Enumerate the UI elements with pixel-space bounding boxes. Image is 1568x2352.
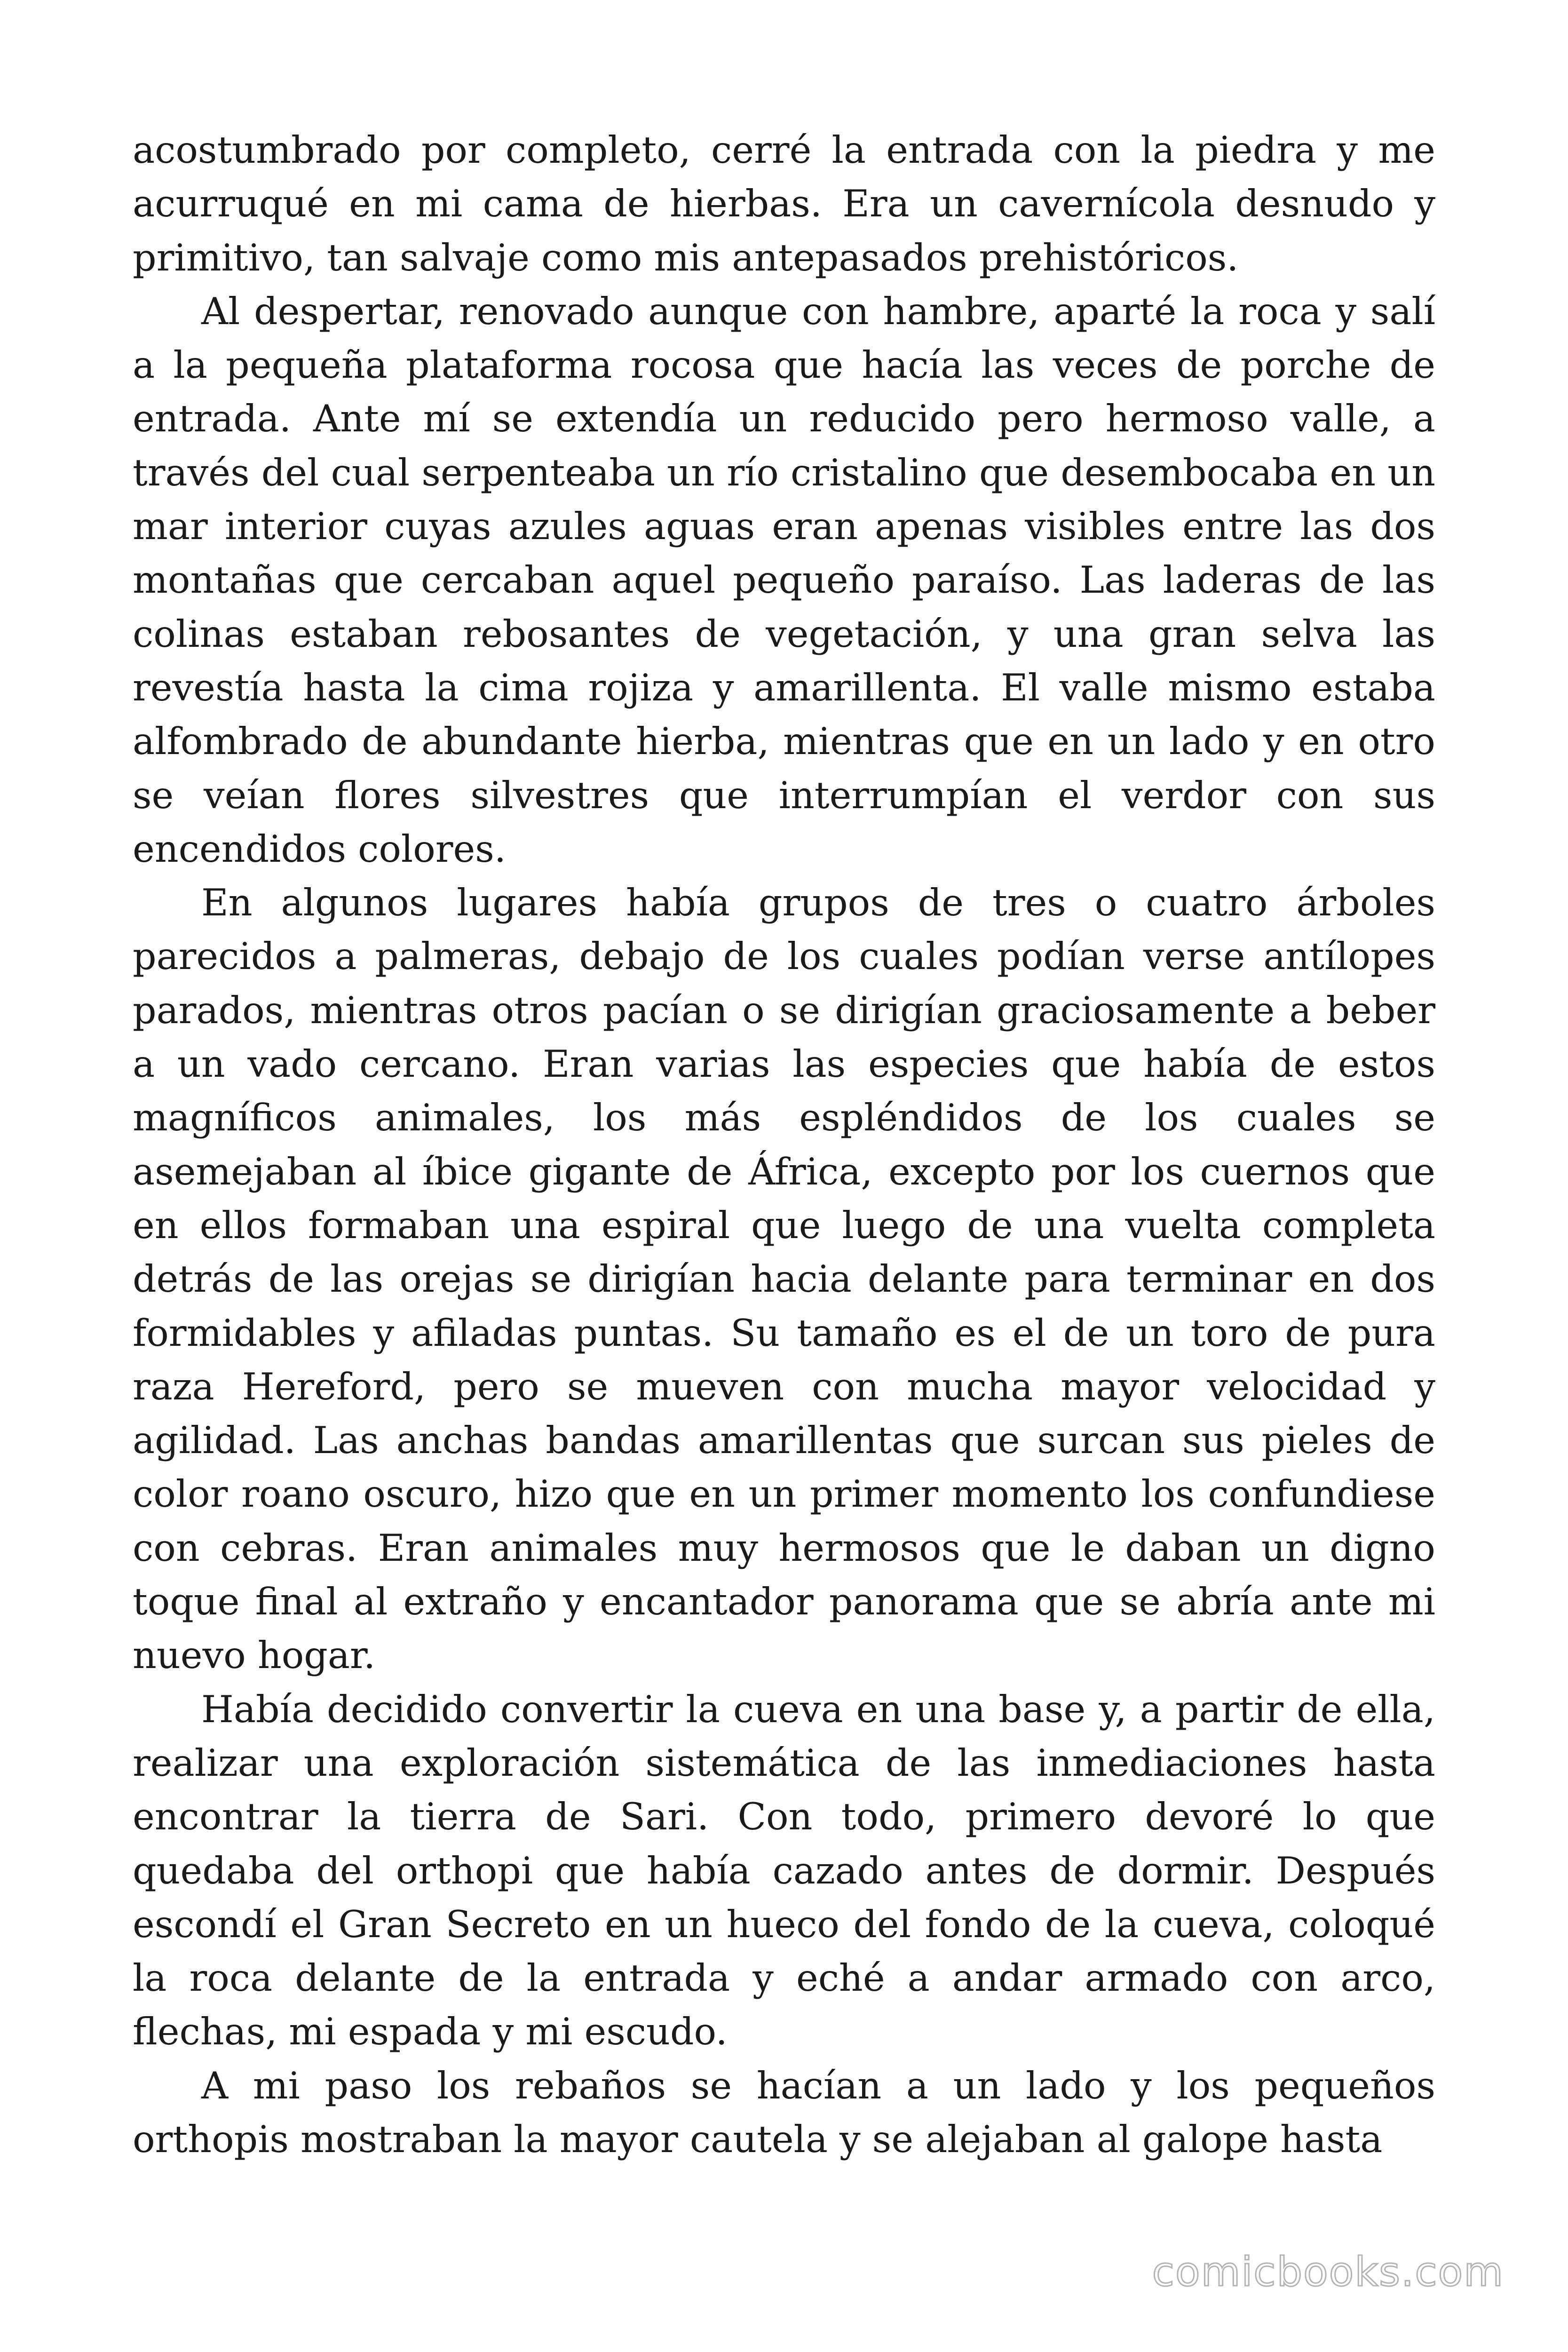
paragraph-5: A mi paso los rebaños se hacían a un lado y los pequeños orthopis mostraban la mayor cautela y se alejaban al galope hasta [133,2064,1435,2161]
paragraph-2: Al despertar, renovado aunque con hambre, aparté la roca y salí a la pequeña plataforma rocosa que hacía las veces de porche de entrada. Ante mí se extendía un reducido pero hermoso valle, a través del cual serpenteaba un río cristalino que desembocaba en un mar interior cuyas azules aguas eran apenas visibles entre las dos montañas que cercaban aquel pequeño paraíso. Las laderas de las colinas estaban rebosantes de vegetación, y una gran selva las revestía hasta la cima rojiza y amarillenta. El valle mismo estaba alfombrado de abundante hierba, mientras que en un lado y en otro se veían flores silvestres que interrumpían el verdor con sus encendidos colores. [133,289,1435,871]
watermark: comicbooks.com [1152,2249,1504,2296]
paragraph-3: En algunos lugares había grupos de tres o cuatro árboles parecidos a palmeras, debajo de los cuales podían verse antílopes parados, mientras otros pacían o se dirigían graciosamente a beber a un vado cercano. Eran varias las especies que había de estos magníficos animales, los más espléndidos de los cuales se asemejaban al íbice gigante de África, excepto por los cuernos que en ellos formaban una espiral que luego de una vuelta completa detrás de las orejas se dirigían hacia delante para terminar en dos formidables y afiladas puntas. Su tamaño es el de un toro de pura raza Hereford, pero se mueven con mucha mayor velocidad y agilidad. Las anchas bandas amarillentas que surcan sus pieles de color roano oscuro, hizo que en un primer momento los confundiese con cebras. Eran animales muy hermosos que le daban un digno toque final al extraño y encantador panorama que se abría ante mi nuevo hogar. [133,881,1435,1677]
paragraph-4: Había decidido convertir la cueva en una base y, a partir de ella, realizar una exploración sistemática de las inmediaciones hasta encontrar la tierra de Sari. Con todo, primero devoré lo que quedaba del orthopi que había cazado antes de dormir. Después escondí el Gran Secreto en un hueco del fondo de la cueva, coloqué la roca delante de la entrada y eché a andar armado con arco, flechas, mi espada y mi escudo. [133,1687,1435,2054]
paragraph-1: acostumbrado por completo, cerré la entrada con la piedra y me acurruqué en mi cama de hierbas. Era un cavernícola desnudo y primitivo, tan salvaje como mis antepasados prehistóricos. [133,128,1435,279]
page-body [133,123,1435,2166]
